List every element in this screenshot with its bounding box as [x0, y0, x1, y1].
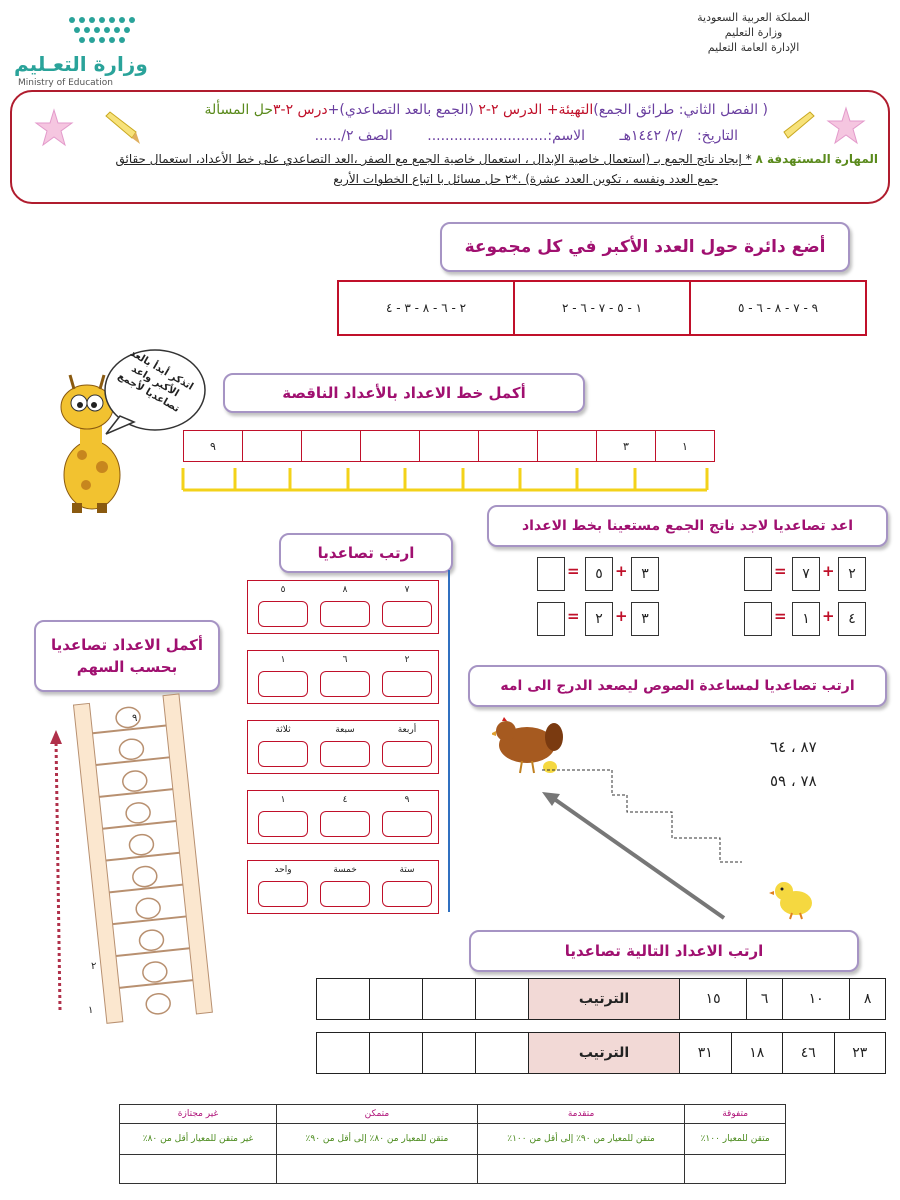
circle-groups [337, 280, 867, 336]
order-table-1 [316, 978, 886, 1020]
class-label: الصف ٢/...... [314, 128, 393, 144]
ladder-second-number: ٢ [91, 961, 97, 972]
rubric-mark-cell[interactable] [685, 1155, 786, 1184]
sort-answer-box[interactable] [382, 881, 432, 907]
rubric-header: متفوقة [685, 1105, 786, 1124]
sort-answer-box[interactable] [382, 601, 432, 627]
order-number: ١٠ [782, 979, 849, 1020]
sort-answer-box[interactable] [320, 881, 370, 907]
lesson-2-3-topic: حل المسألة [204, 102, 273, 118]
rubric-desc: متقن للمعيار ١٠٠٪ [685, 1124, 786, 1155]
sort-value: ١ [280, 655, 286, 665]
addend-a: ٣ [631, 602, 659, 636]
sort-answer-box[interactable] [382, 741, 432, 767]
sort-value: ٥ [280, 585, 286, 595]
ladder-top-number: ٩ [132, 713, 138, 724]
star-ornament-icon [34, 108, 74, 148]
ladder-bottom-number: ١ [88, 1005, 94, 1016]
answer-box[interactable] [537, 602, 565, 636]
order-label: الترتيب [529, 979, 680, 1020]
sort-value: ١ [280, 795, 286, 805]
number-line-cell[interactable] [419, 431, 478, 461]
skill-text-1: * إيجاد ناتج الجمع بـ (استعمال خاصية الإبدال ، استعمال خاصية الجمع مع الصفر ،العد التصاعدي على خط الأعداد، استعمال حقائق [115, 152, 752, 166]
rubric-header: متقدمة [477, 1105, 684, 1124]
number-line-cell[interactable] [301, 431, 360, 461]
task-chick-title: ارتب تصاعديا لمساعدة الصوص ليصعد الدرج الى امه [468, 665, 887, 707]
sort-value: ثلاثة [275, 725, 291, 735]
circle-group[interactable]: ٢ - ٦ - ٨ - ٣ - ٤ [385, 301, 467, 315]
lesson-2-3: درس ٢-٣ [272, 102, 328, 118]
number-line-cell[interactable] [360, 431, 419, 461]
sort-answer-box[interactable] [258, 741, 308, 767]
order-answer-cell[interactable] [317, 1033, 370, 1074]
admin-text: الإدارة العامة التعليم [707, 41, 800, 54]
lesson-2-2: التهيئة+ الدرس ٢-٢ [478, 102, 594, 118]
sort-divider [448, 570, 450, 912]
equals-sign: = [567, 562, 580, 580]
chick-numbers-1: ٨٧ ، ٦٤ [770, 738, 817, 756]
number-line-cell[interactable] [537, 431, 596, 461]
order-number: ٨ [850, 979, 886, 1020]
number-line-cell[interactable] [242, 431, 301, 461]
answer-box[interactable] [537, 557, 565, 591]
sort-group-5 [247, 860, 439, 914]
number-line-cell[interactable] [478, 431, 537, 461]
rubric-desc: غير متقن للمعيار أقل من ٨٠٪ [120, 1124, 277, 1155]
logo-arabic: وزارة التعـليم [14, 52, 148, 76]
order-answer-cell[interactable] [370, 979, 423, 1020]
task-sort-title: ارتب تصاعديا [279, 533, 453, 573]
stairs-icon [542, 710, 882, 925]
order-number: ٢٣ [834, 1033, 886, 1074]
sort-value: أربعة [397, 725, 417, 735]
number-line-cell[interactable]: ٣ [596, 431, 655, 461]
addend-a: ٣ [631, 557, 659, 591]
addend-a: ٤ [838, 602, 866, 636]
equals-sign: = [774, 607, 787, 625]
order-table-2 [316, 1032, 886, 1074]
sort-value: ٩ [404, 795, 410, 805]
sort-answer-box[interactable] [258, 601, 308, 627]
chick-icon [768, 875, 820, 920]
sort-value: ٧ [404, 585, 410, 595]
order-answer-cell[interactable] [370, 1033, 423, 1074]
addend-b: ٥ [585, 557, 613, 591]
ministry-text: وزارة التعليم [724, 26, 783, 39]
order-number: ١٥ [680, 979, 747, 1020]
sort-group-1 [247, 580, 439, 634]
order-answer-cell[interactable] [423, 1033, 476, 1074]
rubric-desc: متقن للمعيار من ٨٠٪ إلى أقل من ٩٠٪ [277, 1124, 478, 1155]
student-info-line [315, 128, 738, 144]
order-number: ٣١ [680, 1033, 732, 1074]
circle-group[interactable]: ١ - ٥ - ٧ - ٦ - ٢ [513, 282, 689, 334]
addend-a: ٢ [838, 557, 866, 591]
order-number: ٦ [747, 979, 783, 1020]
sort-answer-box[interactable] [258, 811, 308, 837]
giraffe-bubble-text: اتذكر أبدأ بالعد الأكبر واعد تصاعديا لأجمع [115, 347, 196, 415]
rubric-table [119, 1104, 786, 1184]
order-label: الترتيب [529, 1033, 680, 1074]
rubric-header: متمكن [277, 1105, 478, 1124]
addend-b: ٧ [792, 557, 820, 591]
plus-sign: + [615, 562, 628, 580]
skill-line [115, 152, 878, 166]
plus-sign: + [822, 562, 835, 580]
sort-answer-box[interactable] [320, 671, 370, 697]
sort-answer-box[interactable] [258, 881, 308, 907]
plus-sign: + [615, 607, 628, 625]
task-order-title: ارتب الاعداد التالية تصاعديا [469, 930, 859, 972]
skill-label: المهارة المستهدفة ٨ [755, 152, 878, 166]
plus-sign: + [822, 607, 835, 625]
rubric-mark-cell[interactable] [277, 1155, 478, 1184]
sort-group-4 [247, 790, 439, 844]
sort-value: خمسة [333, 865, 357, 875]
lesson-title-line [205, 102, 769, 118]
task-numberline-title: أكمل خط الاعداد بالأعداد الناقصة [223, 373, 585, 413]
task-circle-title: أضع دائرة حول العدد الأكبر في كل مجموعة [440, 222, 850, 272]
name-label: الاسم:........................... [427, 128, 586, 144]
sort-answer-box[interactable] [320, 601, 370, 627]
chapter-title: ( الفصل الثاني: طرائق الجمع) [593, 102, 768, 118]
chick-numbers-2: ٧٨ ، ٥٩ [770, 772, 817, 790]
sort-answer-box[interactable] [382, 811, 432, 837]
logo-english: Ministry of Education [18, 78, 113, 88]
star-ornament-right-icon [826, 106, 866, 146]
rubric-desc: متقن للمعيار من ٩٠٪ إلى أقل من ١٠٠٪ [477, 1124, 684, 1155]
addend-b: ١ [792, 602, 820, 636]
sort-value: ٤ [342, 795, 348, 805]
date-value: /٢/ ١٤٤٢هـ [619, 128, 683, 144]
lesson-2-2-topic: (الجمع بالعد التصاعدي)+ [327, 102, 474, 118]
number-line-ruler [180, 462, 710, 494]
sort-value: ستة [399, 865, 415, 875]
order-answer-cell[interactable] [476, 979, 529, 1020]
number-line-cell[interactable]: ٩ [210, 439, 216, 453]
equals-sign: = [567, 607, 580, 625]
date-label: التاريخ: [696, 128, 738, 144]
sort-value: سبعة [335, 725, 355, 735]
answer-box[interactable] [744, 557, 772, 591]
ladder-icon [30, 690, 230, 1030]
sort-answer-box[interactable] [258, 671, 308, 697]
answer-box[interactable] [744, 602, 772, 636]
sort-group-2 [247, 650, 439, 704]
circle-group[interactable]: ٩ - ٧ - ٨ - ٦ - ٥ [689, 282, 865, 334]
kingdom-text: المملكة العربية السعودية [697, 11, 810, 24]
order-answer-cell[interactable] [476, 1033, 529, 1074]
sort-value: ٢ [404, 655, 410, 665]
sort-value: ٨ [342, 585, 348, 595]
sort-group-3 [247, 720, 439, 774]
order-number: ١٨ [731, 1033, 783, 1074]
number-line-boxes [183, 430, 715, 462]
task-count-title: اعد تصاعديا لاجد ناتج الجمع مستعينا بخط الاعداد [487, 505, 888, 547]
equals-sign: = [774, 562, 787, 580]
header-right [697, 10, 810, 55]
addend-b: ٢ [585, 602, 613, 636]
pencil-ornament-right-icon [778, 110, 818, 146]
lesson-banner [10, 90, 890, 204]
rubric-mark-cell[interactable] [120, 1155, 277, 1184]
sort-value: ٦ [342, 655, 348, 665]
order-answer-cell[interactable] [317, 979, 370, 1020]
pencil-ornament-icon [102, 110, 142, 146]
skill-text-2: جمع العدد ونفسه ، تكوين العدد عشرة) .*٢ حل مسائل با اتباع الخطوات الأربع [333, 172, 718, 186]
rubric-header: غير مجتازة [120, 1105, 277, 1124]
number-line-cell[interactable]: ١ [655, 431, 714, 461]
sort-answer-box[interactable] [320, 741, 370, 767]
sort-answer-box[interactable] [382, 671, 432, 697]
order-answer-cell[interactable] [423, 979, 476, 1020]
rubric-mark-cell[interactable] [477, 1155, 684, 1184]
task-ladder-title: أكمل الاعداد تصاعديا بحسب السهم [34, 620, 220, 692]
order-number: ٤٦ [783, 1033, 835, 1074]
sort-value: واحد [274, 865, 292, 875]
sort-answer-box[interactable] [320, 811, 370, 837]
